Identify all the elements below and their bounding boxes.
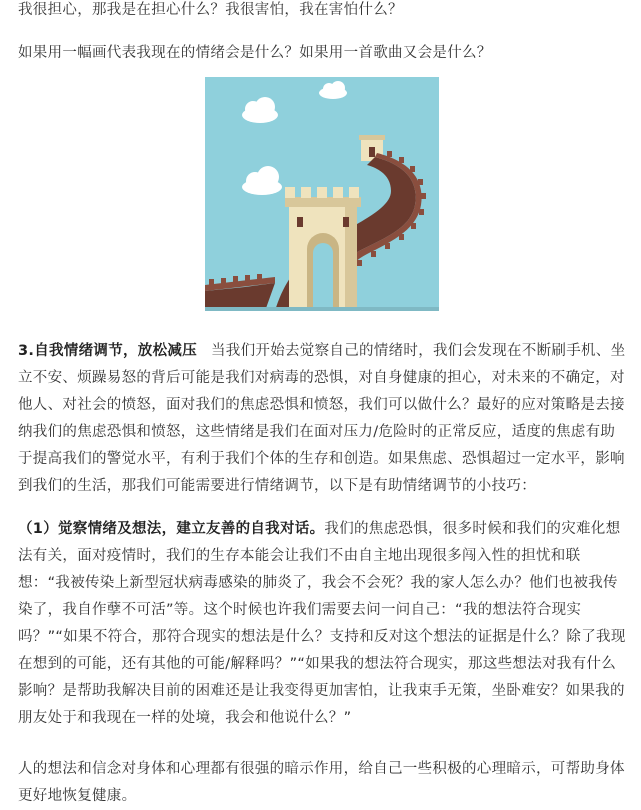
- cloud-icon: [319, 81, 347, 99]
- paragraph-positive-suggestion: 人的想法和信念对身体和心理都有很强的暗示作用，给自己一些积极的心理暗示，可帮助身体更好地恢复健康。: [18, 761, 625, 804]
- paragraph-worry-questions: 我很担心，那我是在担心什么？我很害怕，我在害怕什么？: [18, 2, 403, 18]
- subsection-1-paragraph: [18, 516, 628, 732]
- paragraph-painting-song-questions: 如果用一幅画代表我现在的情绪会是什么？如果用一首歌曲又会是什么？: [18, 45, 492, 61]
- section-3-heading: 3.自我情绪调节，放松减压: [18, 343, 197, 359]
- subsection-1-body: 我们的焦虑恐惧，很多时候和我们的灾难化想法有关，面对疫情时，我们的生存本能会让我们不由自主地出现很多闯入性的担忧和联想：“我被传染上新型冠状病毒感染的肺炎了，我会不会死？我的家人怎么办？他们也被我传染了，我自作孽不可活”等。这个时候也许我们需要去问一问自己：“我的想法符合现实吗？”“如果不符合，那符合现实的想法是什么？支持和反对这个想法的证据是什么？除了我现在想到的可能，还有其他的可能/解释吗？”“如果我的想法符合现实，那这些想法对我有什么影响？是帮助我解决目前的困难还是让我变得更加害怕，让我束手无策，坐卧难安？如果我的朋友处于和我现在一样的处境，我会和他说什么？”: [18, 521, 626, 726]
- great-wall-illustration-icon: [205, 77, 439, 311]
- section-3-paragraph: [18, 338, 628, 500]
- cloud-icon: [242, 97, 278, 123]
- cloud-icon: [242, 166, 282, 195]
- subsection-1-heading: （1）觉察情绪及想法，建立友善的自我对话。: [18, 521, 325, 537]
- section-3-body: 当我们开始去觉察自己的情绪时，我们会发现在不断刷手机、坐立不安、烦躁易怒的背后可能是我们对病毒的恐惧，对自身健康的担心，对未来的不确定，对他人、对社会的愤怒，面对我们的焦虑恐惧和愤怒，我们可以做什么？最好的应对策略是去接纳我们的焦虑恐惧和愤怒，这些情绪是我们在面对压力/危险时的正常反应，适度的焦虑有助于提高我们的警觉水平，有利于我们个体的生存和创造。如果焦虑、恐惧超过一定水平，影响到我们的生活，那我们可能需要进行情绪调节，以下是有助情绪调节的小技巧：: [18, 343, 626, 494]
- great-wall-illustration: [205, 77, 439, 311]
